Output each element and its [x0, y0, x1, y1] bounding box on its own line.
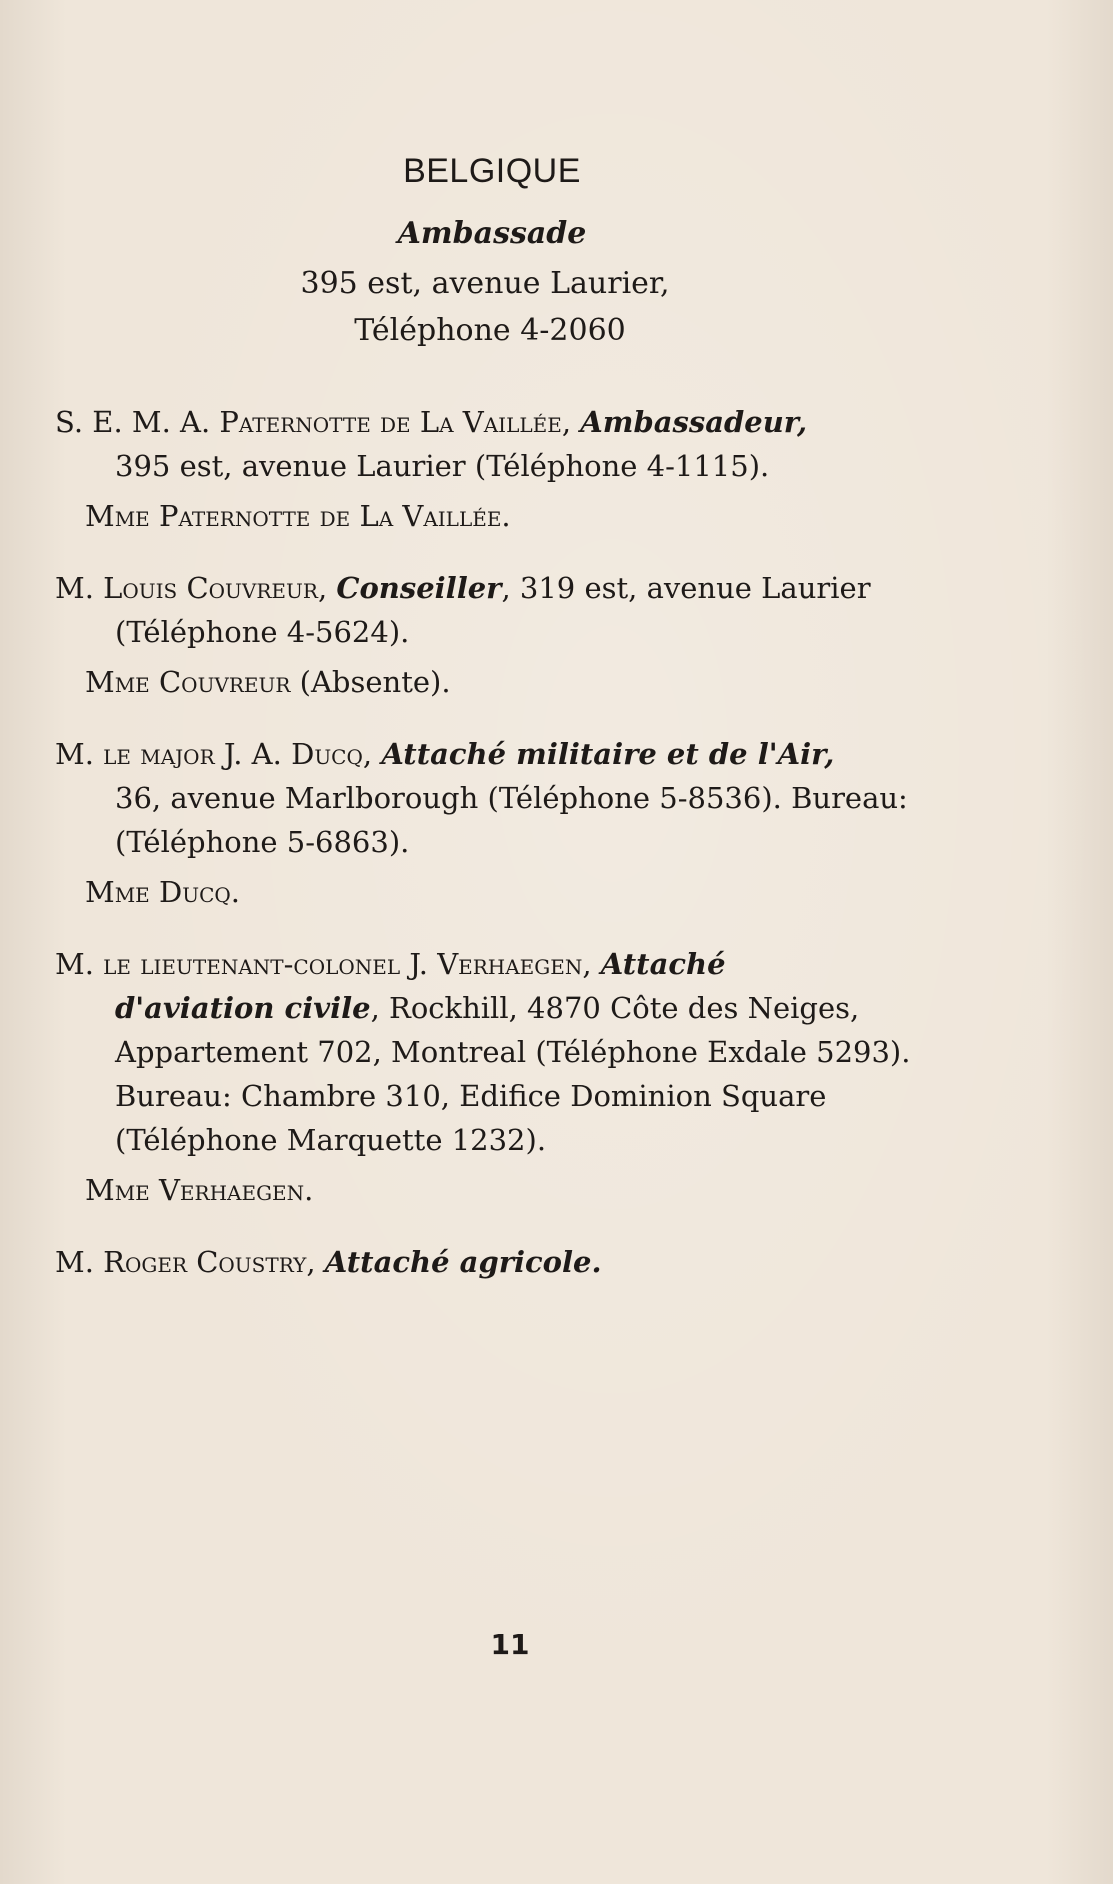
person-name: Roger Coustry: [103, 1245, 307, 1279]
entry-line: [55, 732, 960, 776]
separator: ,: [582, 947, 601, 981]
rank: le lieutenant-colonel: [103, 947, 401, 981]
page-number: 11: [490, 1628, 530, 1661]
entry-office-phone: (Téléphone Marquette 1232).: [115, 1123, 547, 1157]
entry-line: [55, 1240, 960, 1284]
position-title: Attaché agricole.: [324, 1245, 602, 1279]
rank: le major: [103, 737, 215, 771]
entry-line: [55, 986, 960, 1030]
person-name: Verhaegen: [437, 947, 583, 981]
entry-address: , Rockhill, 4870 Côte des Neiges,: [370, 991, 860, 1025]
staff-list: [55, 400, 960, 1312]
staff-entry-military-attache: [55, 732, 960, 914]
staff-entry-agricultural-attache: [55, 1240, 960, 1284]
staff-entry-ambassador: [55, 400, 960, 538]
initials: J.: [400, 947, 438, 981]
initials: J. A.: [214, 737, 292, 771]
title-prefix: M.: [55, 947, 104, 981]
country-title: BELGIQUE: [403, 152, 581, 190]
mission-type: Ambassade: [397, 216, 587, 251]
position-title: Attaché militaire et de l'Air,: [381, 737, 835, 771]
separator: ,: [317, 571, 337, 605]
title-prefix: M.: [55, 1245, 104, 1279]
person-name: Paternotte de La Vaillée: [219, 405, 562, 439]
separator: ,: [362, 737, 382, 771]
position-title: Attaché: [600, 947, 726, 981]
position-title: Ambassadeur,: [580, 405, 808, 439]
position-title-cont: d'aviation civile: [115, 991, 371, 1025]
entry-office-phone: (Téléphone 5-6863).: [115, 825, 410, 859]
entry-address: 36, avenue Marlborough (Téléphone 5-8536). Bureau:: [115, 781, 908, 815]
entry-office: Bureau: Chambre 310, Edifice Dominion Square: [115, 1079, 827, 1113]
entry-phone: (Téléphone 4-5624).: [115, 615, 410, 649]
entry-line: [55, 566, 960, 610]
entry-line: [55, 400, 960, 444]
spouse-name: Mme Couvreur: [85, 665, 291, 699]
spouse-line: [55, 660, 960, 704]
entry-address: 395 est, avenue Laurier (Téléphone 4-1115).: [115, 449, 770, 483]
person-name: Louis Couvreur: [103, 571, 318, 605]
spouse-name: Mme Ducq.: [85, 875, 241, 909]
staff-entry-aviation-attache: [55, 942, 960, 1212]
embassy-address: 395 est, avenue Laurier,: [300, 266, 670, 301]
title-prefix: S. E. M. A.: [55, 405, 220, 439]
separator: ,: [306, 1245, 325, 1279]
title-prefix: M.: [55, 571, 104, 605]
embassy-phone: Téléphone 4-2060: [354, 313, 626, 348]
entry-line: [55, 942, 960, 986]
title-prefix: M.: [55, 737, 104, 771]
spouse-name: Mme Verhaegen.: [85, 1173, 314, 1207]
entry-address: , 319 est, avenue Laurier: [501, 571, 871, 605]
person-name: Ducq: [291, 737, 363, 771]
separator: ,: [561, 405, 581, 439]
entry-address-cont: Appartement 702, Montreal (Téléphone Exdale 5293).: [115, 1035, 911, 1069]
staff-entry-counsellor: [55, 566, 960, 704]
spouse-name: Mme Paternotte de La Vaillée.: [85, 499, 511, 533]
position-title: Conseiller: [336, 571, 502, 605]
spouse-note: (Absente).: [290, 665, 451, 699]
